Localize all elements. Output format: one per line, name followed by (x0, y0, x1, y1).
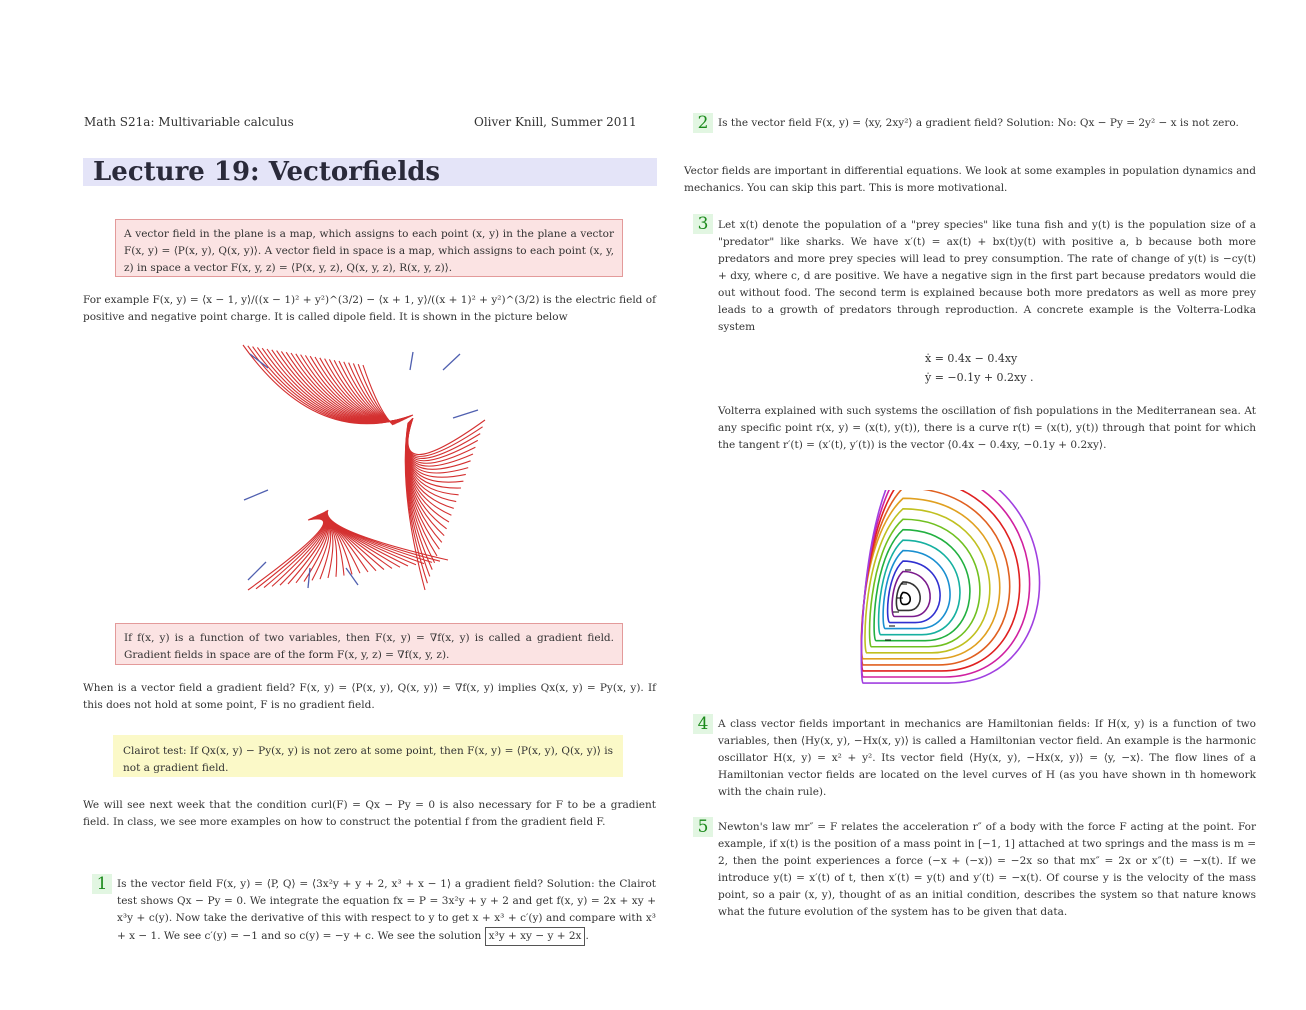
next-week-paragraph: We will see next week that the condition curl(F) = Qx − Py = 0 is also necessary for F to be a gradient field. In class, we see more examples on how to construct the potential f from the gradient field F. (83, 799, 656, 828)
field-arrow (248, 562, 266, 580)
clairot-test-box: Clairot test: If Qx(x, y) − Py(x, y) is not zero at some point, then F(x, y) = ⟨P(x, y), Q(x, y)⟩ is not a gradient field. (113, 735, 623, 777)
field-line (288, 518, 326, 584)
volterra-equation-2: ẏ = −0.1y + 0.2xy . (925, 371, 1034, 384)
dipole-field-figure (238, 340, 490, 595)
example-number: 5 (693, 817, 713, 837)
field-arrow (443, 354, 460, 370)
example-1-text: Is the vector field F(x, y) = ⟨P, Q⟩ = ⟨3x²y + y + 2, x³ + x − 1⟩ a gradient field? Solution: the Clairot test shows Qx − Py = 0. We integrate the equation fx = P = 3x²y + y + 2 and get f(x, y) = 2x + xy + x³y + c(y). Now take the derivative of this with respect to y to get x + x³ + c′(y) and compare with x³ + x − 1. We see c′(y) = −1 and so c(y) = −y + c. We see the solution x³y + xy − y + 2x . (117, 876, 656, 946)
volterra-paragraph: Volterra explained with such systems the oscillation of fish populations in the Mediterranean sea. At any specific point r(x, y) = (x(t), y(t)), there is a curve r(t) = (x(t), y(t)) through that point for which the tangent r′(t) = (x′(t), y′(t)) is the vector ⟨0.4x − 0.4xy, −0.1y + 0.2xy⟩. (718, 405, 1256, 451)
field-line (408, 418, 481, 458)
volterra-equation-1: ẋ = 0.4x − 0.4xy (925, 352, 1018, 365)
example-5-text: Newton's law mr″ = F relates the acceleration r″ of a body with the force F acting at the point. For example, if x(t) is the position of a mass point in [−1, 1] attached at two springs and the mass is m = 2, then the point experiences a force (−x + (−x)) = −2x so that mx″ = 2x or x″(t) = −x(t). If we introduce y(t) = x′(t) of t, then x′(t) = y(t) and y′(t) = −x(t). Of course y is the velocity of the mass point, so a pair (x, y), thought of as an initial condition, describes the system so that nature knows what the future evolution of the system has to be given that data. (718, 821, 1256, 918)
volterra-phase-portrait (855, 490, 1057, 692)
example-number: 3 (693, 214, 713, 234)
field-line (407, 420, 466, 478)
field-arrow (410, 352, 413, 370)
field-line (291, 353, 405, 421)
course-title: Math S21a: Multivariable calculus (84, 115, 294, 129)
diffeq-paragraph: Vector fields are important in differential equations. We look at some examples in population dynamics and mechanics. You can skip this part. This is more motivational. (684, 165, 1256, 194)
page-title: Lecture 19: Vectorfields (83, 158, 657, 186)
gradient-box: If f(x, y) is a function of two variables, then F(x, y) = ∇f(x, y) is called a gradient field. Gradient fields in space are of the form F(x, y, z) = ∇f(x, y, z). (115, 623, 623, 665)
field-arrow (453, 410, 478, 418)
field-line (408, 418, 483, 456)
example-number: 4 (693, 714, 713, 734)
example-2-text: Is the vector field F(x, y) = ⟨xy, 2xy²⟩ a gradient field? Solution: No: Qx − Py = 2y² − x is not zero. (718, 117, 1239, 129)
example-number: 2 (693, 113, 713, 133)
field-arrow (244, 490, 268, 500)
field-arrow (346, 568, 358, 585)
field-line (325, 512, 416, 565)
dipole-paragraph: For example F(x, y) = ⟨x − 1, y⟩/((x − 1)² + y²)^(3/2) − ⟨x + 1, y⟩/((x + 1)² + y²)^(3/2) is the electric field of positive and negative point charge. It is called dipole field. It is shown in the picture below (83, 294, 656, 323)
gradient-question-paragraph: When is a vector field a gradient field? F(x, y) = ⟨P(x, y), Q(x, y)⟩ = ∇f(x, y) implies Qx(x, y) = Py(x, y). If this does not hold at some point, F is no gradient field. (83, 682, 656, 711)
field-line (280, 518, 326, 585)
field-arrow (308, 568, 310, 588)
example-3-text: Let x(t) denote the population of a "prey species" like tuna fish and y(t) is the population size of a "predator" like sharks. We have x′(t) = ax(t) + bx(t)y(t) with positive a, b because both more predators and more prey species will lead to prey consumption. The rate of change of y(t) is −cy(t) + dxy, where c, d are positive. We have a negative sign in the first part because predators would die out without food. The second term is explained because both more predators as well as more prey leads to a growth of predators through reproduction. A concrete example is the Volterra-Lodka system (718, 219, 1256, 333)
field-line (407, 419, 473, 466)
field-line (301, 355, 404, 422)
definition-box: A vector field in the plane is a map, which assigns to each point (x, y) in the plane a vector F(x, y) = ⟨P(x, y), Q(x, y)⟩. A vector field in space is a map, which assigns to each point (x, y, z) in space a vector F(x, y, z) = ⟨P(x, y, z), Q(x, y, z), R(x, y, z)⟩. (115, 219, 623, 277)
example-4-text: A class vector fields important in mechanics are Hamiltonian fields: If H(x, y) is a function of two variables, then ⟨Hy(x, y), −Hx(x, y)⟩ is called a Hamiltonian vector field. An example is the harmonic oscillator H(x, y) = x² + y². Its vector field ⟨Hy(x, y), −Hx(x, y)⟩ = ⟨y, −x⟩. The flow lines of a Hamiltonian vector fields are located on the level curves of H (as you have shown in th homework with the chain rule). (718, 718, 1256, 798)
author-line: Oliver Knill, Summer 2011 (474, 115, 637, 129)
example-number: 1 (92, 874, 112, 894)
field-line (256, 519, 324, 589)
example-1-answer: x³y + xy − y + 2x (485, 927, 586, 946)
example-1-body: Is the vector field F(x, y) = ⟨P, Q⟩ = ⟨3x²y + y + 2, x³ + x − 1⟩ a gradient field? Solution: the Clairot test shows Qx − Py = 0. We integrate the equation fx = P = 3x²y + y + 2 and get f(x, y) = 2x + xy + x³y + c(y). Now take the derivative of this with respect to y to get x + x³ + c′(y) and compare with x³ + x − 1. We see c′(y) = −1 and so c(y) = −y + c. We see the solution (117, 878, 656, 942)
field-line (408, 418, 485, 455)
